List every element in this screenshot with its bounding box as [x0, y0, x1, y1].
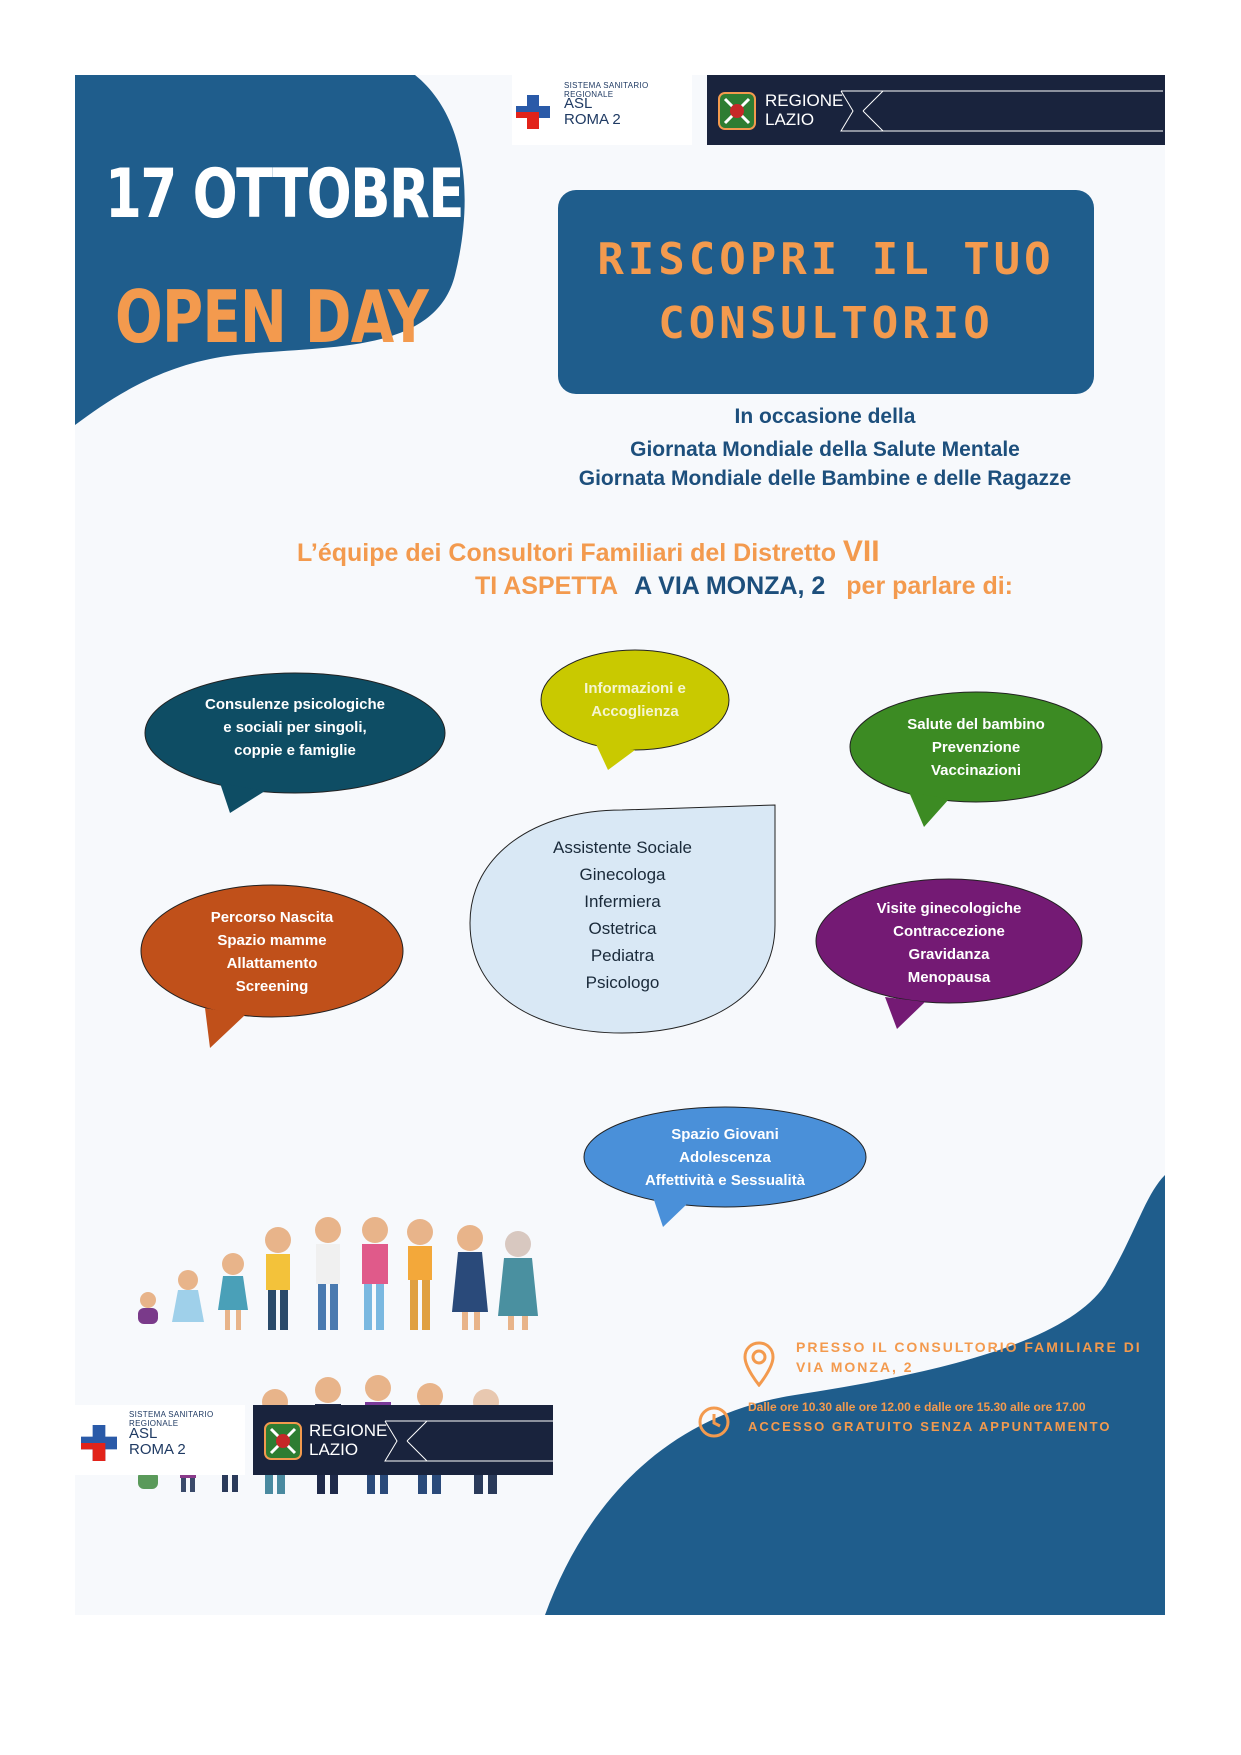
bubble-line: Spazio Giovani — [671, 1125, 779, 1143]
asl-logo-bottom — [75, 1405, 245, 1475]
bubble-line: Vaccinazioni — [930, 761, 1022, 779]
regione-lazio-logo-bottom — [253, 1405, 553, 1475]
region-name-line2: LAZIO — [309, 1440, 359, 1459]
clock-icon — [697, 1405, 731, 1439]
asl-system-label: SISTEMA SANITARIO REGIONALE — [129, 1410, 214, 1428]
region-name-line1: REGIONE — [309, 1421, 388, 1440]
bubble-line: Menopausa — [907, 968, 991, 986]
bubble-salute-text — [907, 713, 1045, 782]
asl-name-line1: ASL — [129, 1425, 158, 1442]
equipe-address: A VIA MONZA, 2 — [634, 572, 826, 600]
equipe-line1 — [297, 535, 880, 569]
occasion-intro: In occasione della — [734, 405, 916, 428]
region-decoration — [763, 89, 1163, 133]
asl-name-line2: ROMA 2 — [129, 1441, 186, 1458]
bubble-staff — [470, 805, 775, 1035]
equipe-line2 — [475, 572, 1013, 601]
bubble-visite — [815, 877, 1083, 1022]
bubble-line: Salute del bambino — [907, 715, 1045, 733]
event-date: 17 OTTOBRE — [105, 155, 463, 234]
bubble-informazioni-text — [584, 677, 686, 723]
staff-role: Ostetrica — [588, 919, 657, 938]
asl-name-line2: ROMA 2 — [564, 111, 621, 128]
access-info: ACCESSO GRATUITO SENZA APPUNTAMENTO — [748, 1419, 1112, 1434]
regione-lazio-logo-top — [707, 75, 1165, 145]
occasion-line1: Giornata Mondiale della Salute Mentale — [630, 438, 1020, 461]
staff-role: Assistente Sociale — [553, 838, 692, 857]
bubble-line: Spazio mamme — [217, 932, 327, 949]
bubble-salute — [849, 687, 1103, 817]
staff-role: Psicologo — [585, 973, 660, 992]
asl-cross-icon — [81, 1425, 117, 1461]
title-line2: CONSULTORIO — [658, 298, 994, 349]
staff-role: Pediatra — [590, 946, 655, 965]
place-line2: VIA MONZA, 2 — [796, 1359, 914, 1375]
header-blob — [75, 75, 495, 435]
staff-role: Infermiera — [584, 892, 661, 911]
bubble-staff-text — [553, 834, 692, 996]
region-name-line2: LAZIO — [765, 110, 815, 129]
bubble-percorso — [140, 883, 404, 1033]
equipe-district: VII — [842, 535, 880, 568]
title-box — [558, 190, 1094, 394]
region-crest-icon — [263, 1421, 303, 1461]
region-name-line1: REGIONE — [765, 91, 844, 110]
location-pin-icon — [743, 1341, 775, 1387]
title-line1: RISCOPRI IL TUO — [597, 234, 1055, 285]
occasion-line2: Giornata Mondiale delle Bambine e delle Ragazze — [578, 467, 1072, 490]
people-illustration-women — [130, 1172, 590, 1332]
equipe-text: L’équipe dei Consultori Familiari del Distretto — [297, 539, 836, 567]
bubble-percorso-text — [211, 906, 334, 998]
bubble-line: Visite ginecologiche — [876, 899, 1022, 917]
bubble-line: e sociali per singoli, — [223, 718, 367, 736]
bubble-line: Affettività e Sessualità — [644, 1171, 806, 1189]
region-decoration — [307, 1419, 553, 1463]
asl-name-line1: ASL — [564, 95, 593, 112]
equipe-parlare: per parlare di: — [846, 572, 1013, 600]
footer-wave — [545, 1175, 1165, 1615]
bubble-line: Gravidanza — [908, 945, 990, 963]
opening-hours: Dalle ore 10.30 alle ore 12.00 e dalle ore 15.30 alle ore 17.00 — [748, 1400, 1086, 1414]
place-line1: PRESSO IL CONSULTORIO FAMILIARE DI — [796, 1339, 1142, 1355]
bubble-visite-text — [877, 897, 1022, 989]
bubble-informazioni — [540, 650, 730, 765]
staff-role: Ginecologa — [579, 865, 666, 884]
bubble-line: Contraccezione — [893, 922, 1005, 940]
equipe-aspetta: TI ASPETTA — [475, 572, 618, 600]
bubble-line: Consulenze psicologiche — [204, 695, 386, 713]
region-crest-icon — [717, 91, 757, 131]
event-name: OPEN DAY — [115, 275, 428, 359]
bubble-line: Percorso Nascita — [210, 909, 334, 926]
bubble-line: coppie e famiglie — [234, 741, 356, 759]
asl-system-label: SISTEMA SANITARIO REGIONALE — [564, 81, 649, 99]
asl-logo-top — [512, 75, 692, 145]
poster — [75, 75, 1165, 1615]
bubble-line: Adolescenza — [679, 1148, 771, 1166]
bubble-line: Informazioni e — [584, 680, 686, 697]
bubble-line: Prevenzione — [931, 738, 1021, 756]
bubble-line: Allattamento — [226, 955, 318, 972]
asl-cross-icon — [516, 95, 550, 129]
bubble-consulenze-text — [205, 693, 385, 762]
bubble-consulenze — [145, 663, 445, 803]
bubble-line: Accoglienza — [591, 703, 679, 720]
bubble-line: Screening — [235, 978, 309, 995]
